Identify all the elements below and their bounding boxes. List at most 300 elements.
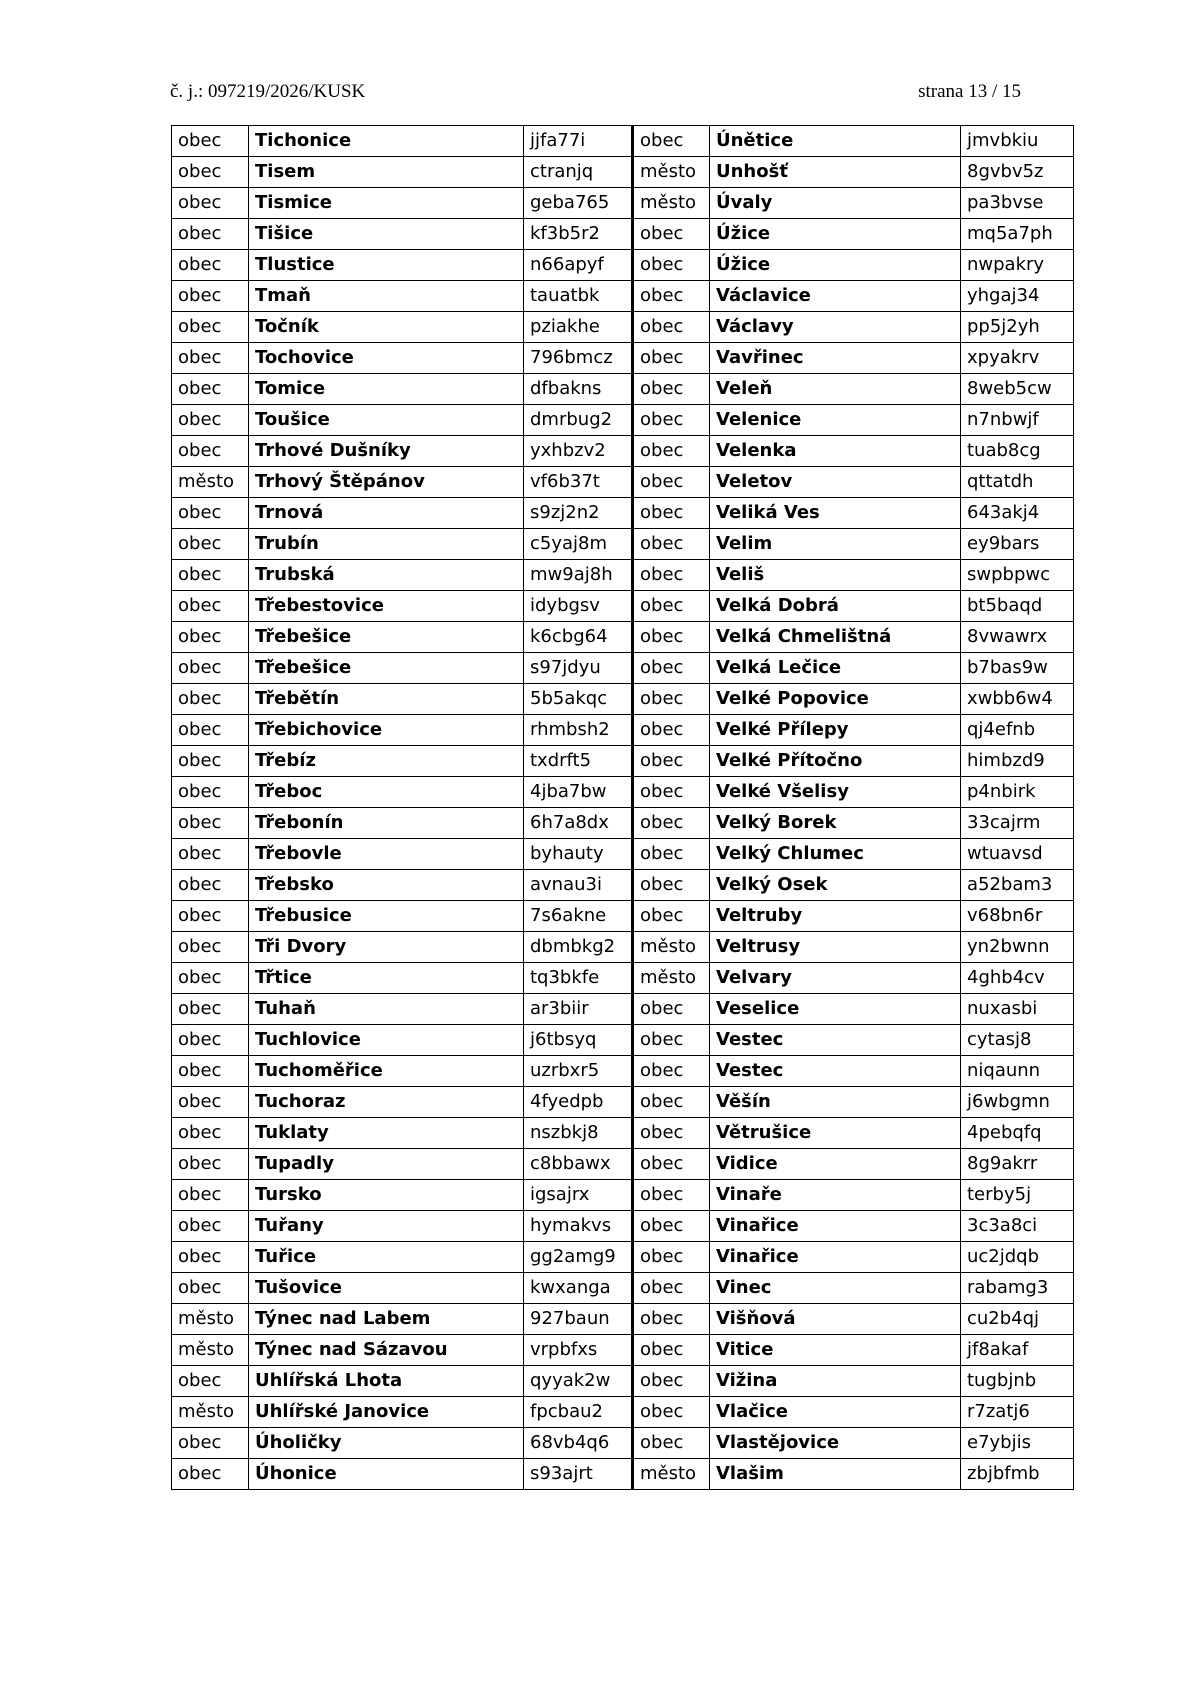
table-row — [172, 219, 1074, 250]
municipality-type-cell: obec — [633, 219, 710, 250]
municipality-code-cell: 8web5cw — [961, 374, 1074, 405]
municipality-type-cell: obec — [633, 343, 710, 374]
municipality-name-cell: Tismice — [249, 188, 524, 219]
municipality-type-cell: obec — [633, 746, 710, 777]
municipality-type-cell: město — [633, 157, 710, 188]
municipality-type-cell: obec — [172, 343, 249, 374]
table-row — [172, 1149, 1074, 1180]
municipality-type-cell: obec — [633, 1087, 710, 1118]
municipality-name-cell: Velké Popovice — [710, 684, 961, 715]
municipality-type-cell: obec — [633, 715, 710, 746]
table-row — [172, 932, 1074, 963]
municipality-name-cell: Velký Osek — [710, 870, 961, 901]
municipality-code-cell: xwbb6w4 — [961, 684, 1074, 715]
table-row — [172, 1211, 1074, 1242]
municipality-name-cell: Veltruby — [710, 901, 961, 932]
municipality-name-cell: Úžice — [710, 219, 961, 250]
table-row — [172, 250, 1074, 281]
municipality-type-cell: obec — [172, 126, 249, 157]
municipality-type-cell: obec — [172, 1273, 249, 1304]
municipality-name-cell: Vidice — [710, 1149, 961, 1180]
municipality-name-cell: Vinec — [710, 1273, 961, 1304]
municipality-type-cell: obec — [172, 777, 249, 808]
municipality-type-cell: obec — [633, 1242, 710, 1273]
municipality-type-cell: obec — [172, 529, 249, 560]
municipality-code-cell: n7nbwjf — [961, 405, 1074, 436]
municipality-name-cell: Veselice — [710, 994, 961, 1025]
municipality-name-cell: Točník — [249, 312, 524, 343]
table-row — [172, 684, 1074, 715]
municipality-type-cell: obec — [172, 281, 249, 312]
municipality-type-cell: obec — [172, 1056, 249, 1087]
table-row — [172, 994, 1074, 1025]
municipality-type-cell: obec — [172, 1118, 249, 1149]
municipality-name-cell: Uhlířské Janovice — [249, 1397, 524, 1428]
municipality-name-cell: Velim — [710, 529, 961, 560]
municipality-code-cell: j6wbgmn — [961, 1087, 1074, 1118]
municipality-type-cell: obec — [633, 1180, 710, 1211]
municipality-name-cell: Úžice — [710, 250, 961, 281]
municipality-name-cell: Třebichovice — [249, 715, 524, 746]
table-row — [172, 529, 1074, 560]
municipality-code-cell: niqaunn — [961, 1056, 1074, 1087]
municipality-name-cell: Velký Borek — [710, 808, 961, 839]
municipality-code-cell: dbmbkg2 — [524, 932, 633, 963]
municipality-name-cell: Tichonice — [249, 126, 524, 157]
municipality-name-cell: Toušice — [249, 405, 524, 436]
municipality-type-cell: obec — [633, 560, 710, 591]
municipality-code-cell: 643akj4 — [961, 498, 1074, 529]
municipality-code-cell: r7zatj6 — [961, 1397, 1074, 1428]
table-row — [172, 839, 1074, 870]
municipality-type-cell: obec — [172, 498, 249, 529]
municipality-name-cell: Týnec nad Sázavou — [249, 1335, 524, 1366]
table-row — [172, 1304, 1074, 1335]
municipality-code-cell: bt5baqd — [961, 591, 1074, 622]
table-row — [172, 591, 1074, 622]
municipality-code-cell: kwxanga — [524, 1273, 633, 1304]
municipality-type-cell: obec — [633, 1397, 710, 1428]
municipality-name-cell: Větrušice — [710, 1118, 961, 1149]
municipality-name-cell: Třebovle — [249, 839, 524, 870]
municipality-type-cell: obec — [633, 994, 710, 1025]
municipality-name-cell: Vlastějovice — [710, 1428, 961, 1459]
municipality-type-cell: město — [633, 932, 710, 963]
municipality-name-cell: Vlačice — [710, 1397, 961, 1428]
municipality-code-cell: yxhbzv2 — [524, 436, 633, 467]
municipality-code-cell: pziakhe — [524, 312, 633, 343]
municipality-name-cell: Velvary — [710, 963, 961, 994]
municipality-code-cell: s93ajrt — [524, 1459, 633, 1490]
municipality-code-cell: tauatbk — [524, 281, 633, 312]
municipality-code-cell: s97jdyu — [524, 653, 633, 684]
municipality-code-cell: mq5a7ph — [961, 219, 1074, 250]
municipality-type-cell: obec — [172, 870, 249, 901]
municipality-code-cell: 8gvbv5z — [961, 157, 1074, 188]
municipality-code-cell: pa3bvse — [961, 188, 1074, 219]
municipality-code-cell: c8bbawx — [524, 1149, 633, 1180]
municipality-code-cell: gg2amg9 — [524, 1242, 633, 1273]
table-row — [172, 1056, 1074, 1087]
table-row — [172, 777, 1074, 808]
municipality-code-cell: yn2bwnn — [961, 932, 1074, 963]
municipality-name-cell: Věšín — [710, 1087, 961, 1118]
municipality-name-cell: Třebešice — [249, 653, 524, 684]
table-row — [172, 963, 1074, 994]
municipality-name-cell: Velké Přítočno — [710, 746, 961, 777]
municipality-name-cell: Únětice — [710, 126, 961, 157]
municipality-type-cell: obec — [172, 1242, 249, 1273]
municipality-name-cell: Veleň — [710, 374, 961, 405]
municipality-code-cell: 4jba7bw — [524, 777, 633, 808]
municipality-name-cell: Tuchoraz — [249, 1087, 524, 1118]
table-row — [172, 188, 1074, 219]
municipality-type-cell: obec — [172, 1211, 249, 1242]
municipality-type-cell: obec — [172, 839, 249, 870]
municipality-code-cell: ctranjq — [524, 157, 633, 188]
municipality-type-cell: obec — [633, 126, 710, 157]
municipality-type-cell: obec — [633, 1056, 710, 1087]
municipality-type-cell: obec — [633, 653, 710, 684]
table-row — [172, 808, 1074, 839]
municipality-code-cell: 5b5akqc — [524, 684, 633, 715]
municipality-code-cell: 68vb4q6 — [524, 1428, 633, 1459]
municipality-type-cell: obec — [172, 715, 249, 746]
municipality-name-cell: Trhový Štěpánov — [249, 467, 524, 498]
municipality-name-cell: Úhonice — [249, 1459, 524, 1490]
table-row — [172, 1242, 1074, 1273]
municipality-name-cell: Třebusice — [249, 901, 524, 932]
municipality-type-cell: obec — [172, 746, 249, 777]
municipality-type-cell: obec — [172, 1180, 249, 1211]
municipality-type-cell: obec — [172, 188, 249, 219]
municipality-name-cell: Velká Lečice — [710, 653, 961, 684]
municipality-type-cell: obec — [172, 250, 249, 281]
table-row — [172, 1397, 1074, 1428]
municipality-name-cell: Velenice — [710, 405, 961, 436]
municipality-type-cell: obec — [172, 901, 249, 932]
table-row — [172, 126, 1074, 157]
table-row — [172, 1118, 1074, 1149]
municipality-name-cell: Třebsko — [249, 870, 524, 901]
municipality-type-cell: obec — [633, 374, 710, 405]
municipality-code-cell: tuab8cg — [961, 436, 1074, 467]
municipality-type-cell: obec — [172, 1366, 249, 1397]
municipality-name-cell: Velenka — [710, 436, 961, 467]
municipality-code-cell: 8g9akrr — [961, 1149, 1074, 1180]
municipality-table — [171, 125, 1074, 1490]
municipality-name-cell: Tři Dvory — [249, 932, 524, 963]
municipality-code-cell: s9zj2n2 — [524, 498, 633, 529]
municipality-type-cell: město — [172, 1397, 249, 1428]
page-number: strana 13 / 15 — [918, 81, 1021, 102]
municipality-name-cell: Třebestovice — [249, 591, 524, 622]
municipality-code-cell: tq3bkfe — [524, 963, 633, 994]
municipality-name-cell: Tupadly — [249, 1149, 524, 1180]
municipality-code-cell: 4ghb4cv — [961, 963, 1074, 994]
municipality-name-cell: Velká Chmelištná — [710, 622, 961, 653]
municipality-name-cell: Vinařice — [710, 1242, 961, 1273]
table-row — [172, 1025, 1074, 1056]
municipality-type-cell: obec — [172, 405, 249, 436]
municipality-code-cell: idybgsv — [524, 591, 633, 622]
municipality-type-cell: obec — [172, 560, 249, 591]
table-row — [172, 1180, 1074, 1211]
municipality-code-cell: 796bmcz — [524, 343, 633, 374]
municipality-name-cell: Veliká Ves — [710, 498, 961, 529]
municipality-type-cell: obec — [633, 436, 710, 467]
municipality-name-cell: Vinařice — [710, 1211, 961, 1242]
municipality-name-cell: Tuhaň — [249, 994, 524, 1025]
municipality-name-cell: Třebětín — [249, 684, 524, 715]
table-row — [172, 1273, 1074, 1304]
table-row — [172, 1459, 1074, 1490]
table-row — [172, 405, 1074, 436]
municipality-code-cell: rhmbsh2 — [524, 715, 633, 746]
municipality-name-cell: Unhošť — [710, 157, 961, 188]
table-row — [172, 1366, 1074, 1397]
municipality-code-cell: mw9aj8h — [524, 560, 633, 591]
municipality-name-cell: Velké Všelisy — [710, 777, 961, 808]
municipality-code-cell: p4nbirk — [961, 777, 1074, 808]
municipality-type-cell: obec — [172, 1025, 249, 1056]
municipality-name-cell: Vinaře — [710, 1180, 961, 1211]
municipality-type-cell: město — [172, 467, 249, 498]
municipality-name-cell: Trhové Dušníky — [249, 436, 524, 467]
municipality-type-cell: obec — [172, 374, 249, 405]
municipality-name-cell: Tuřice — [249, 1242, 524, 1273]
municipality-code-cell: 8vwawrx — [961, 622, 1074, 653]
municipality-type-cell: obec — [633, 808, 710, 839]
municipality-code-cell: vrpbfxs — [524, 1335, 633, 1366]
municipality-name-cell: Tuklaty — [249, 1118, 524, 1149]
document-reference: č. j.: 097219/2026/KUSK — [170, 81, 366, 102]
table-row — [172, 498, 1074, 529]
municipality-type-cell: obec — [172, 622, 249, 653]
municipality-type-cell: obec — [633, 250, 710, 281]
municipality-name-cell: Úholičky — [249, 1428, 524, 1459]
table-row — [172, 1335, 1074, 1366]
municipality-code-cell: qj4efnb — [961, 715, 1074, 746]
municipality-type-cell: obec — [172, 932, 249, 963]
municipality-code-cell: zbjbfmb — [961, 1459, 1074, 1490]
table-row — [172, 560, 1074, 591]
municipality-code-cell: c5yaj8m — [524, 529, 633, 560]
table-row — [172, 157, 1074, 188]
municipality-type-cell: obec — [633, 839, 710, 870]
municipality-code-cell: j6tbsyq — [524, 1025, 633, 1056]
municipality-name-cell: Veltrusy — [710, 932, 961, 963]
municipality-code-cell: igsajrx — [524, 1180, 633, 1211]
municipality-code-cell: byhauty — [524, 839, 633, 870]
municipality-type-cell: obec — [633, 281, 710, 312]
municipality-type-cell: město — [172, 1335, 249, 1366]
municipality-code-cell: vf6b37t — [524, 467, 633, 498]
municipality-code-cell: v68bn6r — [961, 901, 1074, 932]
municipality-type-cell: město — [172, 1304, 249, 1335]
municipality-type-cell: obec — [172, 653, 249, 684]
municipality-name-cell: Veletov — [710, 467, 961, 498]
municipality-name-cell: Tursko — [249, 1180, 524, 1211]
municipality-code-cell: n66apyf — [524, 250, 633, 281]
municipality-type-cell: obec — [172, 808, 249, 839]
municipality-code-cell: e7ybjis — [961, 1428, 1074, 1459]
municipality-name-cell: Vitice — [710, 1335, 961, 1366]
municipality-code-cell: ey9bars — [961, 529, 1074, 560]
municipality-type-cell: obec — [172, 684, 249, 715]
municipality-name-cell: Vestec — [710, 1056, 961, 1087]
table-row — [172, 715, 1074, 746]
municipality-name-cell: Třebonín — [249, 808, 524, 839]
municipality-code-cell: 6h7a8dx — [524, 808, 633, 839]
municipality-type-cell: obec — [633, 498, 710, 529]
municipality-name-cell: Václavy — [710, 312, 961, 343]
municipality-code-cell: a52bam3 — [961, 870, 1074, 901]
municipality-name-cell: Velký Chlumec — [710, 839, 961, 870]
municipality-type-cell: obec — [172, 312, 249, 343]
municipality-code-cell: ar3biir — [524, 994, 633, 1025]
municipality-code-cell: 7s6akne — [524, 901, 633, 932]
municipality-name-cell: Tuřany — [249, 1211, 524, 1242]
municipality-code-cell: cytasj8 — [961, 1025, 1074, 1056]
municipality-code-cell: b7bas9w — [961, 653, 1074, 684]
municipality-type-cell: obec — [633, 684, 710, 715]
municipality-code-cell: uc2jdqb — [961, 1242, 1074, 1273]
municipality-name-cell: Třebešice — [249, 622, 524, 653]
municipality-type-cell: obec — [633, 1366, 710, 1397]
municipality-type-cell: obec — [633, 1304, 710, 1335]
municipality-name-cell: Třeboc — [249, 777, 524, 808]
municipality-type-cell: obec — [633, 467, 710, 498]
municipality-name-cell: Vavřinec — [710, 343, 961, 374]
municipality-name-cell: Uhlířská Lhota — [249, 1366, 524, 1397]
municipality-type-cell: obec — [633, 591, 710, 622]
municipality-type-cell: obec — [172, 591, 249, 622]
municipality-code-cell: 4fyedpb — [524, 1087, 633, 1118]
municipality-type-cell: obec — [172, 1087, 249, 1118]
municipality-type-cell: obec — [633, 529, 710, 560]
municipality-type-cell: obec — [172, 1428, 249, 1459]
municipality-name-cell: Tuchoměřice — [249, 1056, 524, 1087]
table-row — [172, 281, 1074, 312]
municipality-code-cell: nuxasbi — [961, 994, 1074, 1025]
municipality-type-cell: obec — [633, 622, 710, 653]
municipality-name-cell: Trubín — [249, 529, 524, 560]
municipality-code-cell: 33cajrm — [961, 808, 1074, 839]
municipality-code-cell: nwpakry — [961, 250, 1074, 281]
municipality-code-cell: swpbpwc — [961, 560, 1074, 591]
municipality-type-cell: obec — [633, 1273, 710, 1304]
table-row — [172, 343, 1074, 374]
municipality-code-cell: geba765 — [524, 188, 633, 219]
municipality-code-cell: terby5j — [961, 1180, 1074, 1211]
table-row — [172, 1428, 1074, 1459]
municipality-code-cell: xpyakrv — [961, 343, 1074, 374]
municipality-type-cell: obec — [172, 219, 249, 250]
municipality-name-cell: Václavice — [710, 281, 961, 312]
municipality-type-cell: město — [633, 188, 710, 219]
municipality-name-cell: Tušovice — [249, 1273, 524, 1304]
municipality-type-cell: obec — [633, 1025, 710, 1056]
municipality-code-cell: qttatdh — [961, 467, 1074, 498]
municipality-code-cell: 927baun — [524, 1304, 633, 1335]
municipality-name-cell: Tišice — [249, 219, 524, 250]
municipality-name-cell: Tomice — [249, 374, 524, 405]
table-row — [172, 467, 1074, 498]
municipality-name-cell: Třtice — [249, 963, 524, 994]
table-row — [172, 374, 1074, 405]
municipality-type-cell: obec — [172, 157, 249, 188]
municipality-type-cell: obec — [172, 1459, 249, 1490]
municipality-code-cell: rabamg3 — [961, 1273, 1074, 1304]
municipality-code-cell: uzrbxr5 — [524, 1056, 633, 1087]
municipality-name-cell: Týnec nad Labem — [249, 1304, 524, 1335]
municipality-type-cell: obec — [633, 1428, 710, 1459]
municipality-type-cell: obec — [633, 312, 710, 343]
municipality-type-cell: město — [633, 1459, 710, 1490]
municipality-name-cell: Trnová — [249, 498, 524, 529]
table-row — [172, 1087, 1074, 1118]
municipality-name-cell: Trubská — [249, 560, 524, 591]
municipality-name-cell: Veliš — [710, 560, 961, 591]
municipality-code-cell: wtuavsd — [961, 839, 1074, 870]
municipality-type-cell: obec — [172, 963, 249, 994]
table-row — [172, 901, 1074, 932]
municipality-name-cell: Tmaň — [249, 281, 524, 312]
municipality-name-cell: Vlašim — [710, 1459, 961, 1490]
municipality-code-cell: himbzd9 — [961, 746, 1074, 777]
municipality-type-cell: obec — [633, 1149, 710, 1180]
municipality-code-cell: nszbkj8 — [524, 1118, 633, 1149]
municipality-code-cell: cu2b4qj — [961, 1304, 1074, 1335]
municipality-code-cell: hymakvs — [524, 1211, 633, 1242]
table-row — [172, 312, 1074, 343]
municipality-name-cell: Tuchlovice — [249, 1025, 524, 1056]
municipality-code-cell: kf3b5r2 — [524, 219, 633, 250]
municipality-type-cell: obec — [633, 777, 710, 808]
municipality-name-cell: Třebíz — [249, 746, 524, 777]
municipality-type-cell: město — [633, 963, 710, 994]
table-row — [172, 870, 1074, 901]
municipality-code-cell: txdrft5 — [524, 746, 633, 777]
municipality-type-cell: obec — [172, 994, 249, 1025]
municipality-name-cell: Tisem — [249, 157, 524, 188]
municipality-code-cell: jjfa77i — [524, 126, 633, 157]
municipality-type-cell: obec — [633, 870, 710, 901]
municipality-code-cell: pp5j2yh — [961, 312, 1074, 343]
municipality-code-cell: k6cbg64 — [524, 622, 633, 653]
municipality-code-cell: jmvbkiu — [961, 126, 1074, 157]
municipality-name-cell: Višňová — [710, 1304, 961, 1335]
municipality-name-cell: Vižina — [710, 1366, 961, 1397]
municipality-code-cell: avnau3i — [524, 870, 633, 901]
municipality-code-cell: jf8akaf — [961, 1335, 1074, 1366]
municipality-code-cell: 3c3a8ci — [961, 1211, 1074, 1242]
municipality-code-cell: yhgaj34 — [961, 281, 1074, 312]
municipality-name-cell: Velké Přílepy — [710, 715, 961, 746]
municipality-type-cell: obec — [172, 1149, 249, 1180]
municipality-code-cell: dfbakns — [524, 374, 633, 405]
municipality-name-cell: Tlustice — [249, 250, 524, 281]
municipality-code-cell: fpcbau2 — [524, 1397, 633, 1428]
municipality-code-cell: qyyak2w — [524, 1366, 633, 1397]
municipality-code-cell: dmrbug2 — [524, 405, 633, 436]
municipality-name-cell: Velká Dobrá — [710, 591, 961, 622]
table-row — [172, 436, 1074, 467]
municipality-name-cell: Tochovice — [249, 343, 524, 374]
municipality-type-cell: obec — [633, 1335, 710, 1366]
municipality-type-cell: obec — [633, 1118, 710, 1149]
